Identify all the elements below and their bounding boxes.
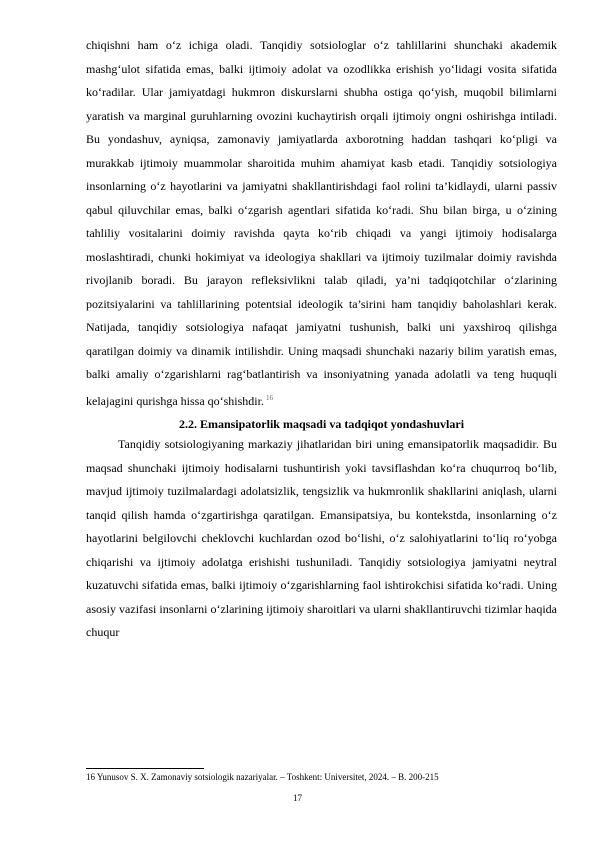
page-body	[86, 34, 557, 645]
paragraph-1-text: chiqishni ham o‘z ichiga oladi. Tanqidiy sotsiologlar o‘z tahlillarini shunchaki akademik mashg‘ulot sifatida emas, balki ijtimoiy adolat va ozodlikka erishish yo‘lidagi vosita sifatida ko‘radilar. Ular jamiyatdagi hukmron diskurslarni shubha ostiga qo‘yish, muqobil bilimlarni yaratish va marginal guruhlarning ovozini kuchaytirish orqali ijtimoiy ongni oshirishga intiladi. Bu yondashuv, ayniqsa, zamonaviy jamiyatlarda axborotning haddan tashqari ko‘pligi va murakkab ijtimoiy muammolar sharoitida muhim ahamiyat kasb etadi. Tanqidiy sotsiologiya insonlarning o‘z hayotlarini va jamiyatni shakllantirishdagi faol rolini ta’kidlaydi, ularni passiv qabul qiluvchilar emas, balki o‘zgarish agentlari sifatida ko‘radi. Shu bilan birga, u o‘zining tahliliy vositalarini doimiy ravishda qayta ko‘rib chiqadi va yangi ijtimoiy hodisalarga moslashtiradi, chunki hokimiyat va ideologiya shakllari va ijtimoiy tuzilmalar doimiy ravishda rivojlanib boradi. Bu jarayon refleksivlikni talab qiladi, ya’ni tadqiqotchilar o‘zlarining pozitsiyalarini va tahlillarining potentsial ideologik ta’sirini ham tanqidiy baholashlari kerak. Natijada, tanqidiy sotsiologiya nafaqat jamiyatni tushunish, balki uni yaxshiroq qilishga qaratilgan doimiy va dinamik intilishdir. Uning maqsadi shunchaki nazariy bilim yaratish emas, balki amaliy o‘zgarishlarni rag‘batlantirish va insoniyatning yanada adolatli va teng huquqli kelajagini qurishga hissa qo‘shishdir.	[86, 38, 557, 408]
page-number: 17	[293, 793, 302, 803]
footnote-divider	[86, 768, 204, 769]
footnote: 16 Yunusov S. X. Zamonaviy sotsiologik nazariyalar. – Toshkent: Universitet, 2024. – B. 200-215	[86, 772, 439, 782]
footnote-marker[interactable]: 16	[265, 393, 273, 402]
section-heading: 2.2. Emansipatorlik maqsadi va tadqiqot yondashuvlari	[178, 417, 465, 431]
body-paragraph-1	[86, 34, 557, 413]
body-paragraph-2: Tanqidiy sotsiologiyaning markaziy jihatlaridan biri uning emansipatorlik maqsadidir. Bu maqsad shunchaki ijtimoiy hodisalarni tushuntirish yoki tavsiflashdan ko‘ra chuqurroq bo‘lib, mavjud ijtimoiy tuzilmalardagi adolatsizlik, tengsizlik va hukmronlik shakllarini aniqlash, ularni tanqid qilish hamda o‘zgartirishga qaratilgan. Emansipatsiya, bu kontekstda, insonlarning o‘z hayotlarini belgilovchi cheklovchi kuchlardan ozod bo‘lishi, o‘z salohiyatlarini to‘liq ro‘yobga chiqarishi va ijtimoiy adolatga erishishi tushuniladi. Tanqidiy sotsiologiya jamiyatni neytral kuzatuvchi sifatida emas, balki ijtimoiy o‘zgarishlarning faol ishtirokchisi sifatida ko‘radi. Uning asosiy vazifasi insonlarni o‘zlarining ijtimoiy sharoitlari va ularni shakllantiruvchi tizimlar haqida chuqur	[86, 437, 557, 639]
